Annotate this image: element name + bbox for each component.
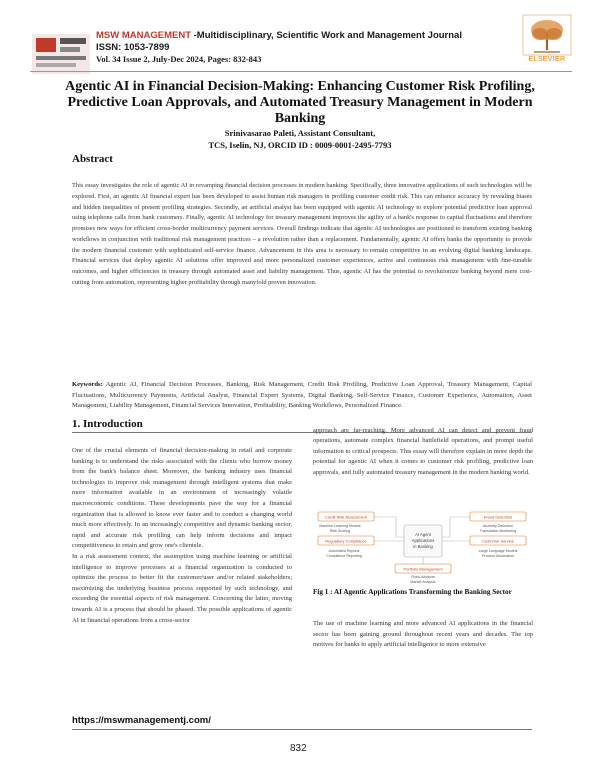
article-title: Agentic AI in Financial Decision-Making: Enhancing Customer Risk Profiling, Predictive Loan Approvals, and Automated Treasury Management in Modern Banking bbox=[65, 79, 535, 126]
figure-box-3-sub2: Compliance Reporting bbox=[326, 554, 362, 558]
figure-box-2-sub2: Transaction Monitoring bbox=[479, 529, 517, 533]
figure-box-4-sub2: Process Automation bbox=[482, 554, 514, 558]
figure-diagram bbox=[316, 509, 528, 584]
figure-box-5-sub2: Market Analysis bbox=[410, 580, 436, 584]
intro-paragraph-1: One of the crucial elements of financial decision-making in retail and corporate banking is to understand the risks associated with the clients who borrow money from the bank's balance sheet. Moreover, the banking industry uses financial technologies to improve risk management through intelligent systems that make more information available in an environment of increasingly volatile macroeconomic conditions. These developments pave the way for a financial organization that is allowed to know ever faster and to conduct a changing world much more effectively. In an increasingly competitive and dynamic banking sector, rapid and accurate risk profiling can help inform decisions and impact competitiveness to retain and grow one's clientele. bbox=[72, 447, 292, 550]
figure-box-2-label: Fraud Detection bbox=[483, 514, 513, 520]
page-number: 832 bbox=[290, 743, 307, 754]
footer-divider bbox=[72, 729, 532, 730]
author-block bbox=[60, 127, 540, 151]
abstract-heading: Abstract bbox=[72, 153, 113, 165]
intro-right-bottom: The use of machine learning and more advanced AI applications in the financial sector has been gaining ground throughout recent years and decades. The top motives for banks to apply artificial intelligence to more extensive bbox=[313, 620, 533, 649]
issn: ISSN: 1053-7899 bbox=[96, 42, 170, 53]
keywords-text: Agentic AI, Financial Decision Processes, Banking, Risk Management, Credit Risk Profiling, Predictive Loan Approval, Treasury Management, Capital Fluctuations, Multicurrency Payments, Artificial Analyst, Financial Expert Systems, Digital Banking, Self-Service Finance, Customer Experience, Automation, Asset Management, Liability Management, Financial Services Innovation, Profitability, Banking Workflows, Personalized Finance. bbox=[72, 381, 532, 410]
intro-right-top: approach are far-reaching. More advanced AI can detect and prevent fraud operations, automate complex financial battlefield operations, and prompt useful information to critical prospects. This essay will therefore explain in more depth the potential for agentic AI when it comes to customer risk profiling, predictive loan approvals, and fully automated treasury management in the modern banking world. bbox=[313, 427, 533, 476]
keywords bbox=[72, 380, 532, 412]
elsevier-label: ELSEVIER bbox=[528, 56, 566, 63]
author-affiliation: TCS, Iselin, NJ, ORCID ID : 0009-0001-2495-7793 bbox=[208, 140, 392, 150]
volume-info: Vol. 34 Issue 2, July-Dec 2024, Pages: 832-843 bbox=[96, 54, 262, 64]
journal-logo bbox=[30, 28, 92, 80]
abstract-text: This essay investigates the role of agentic AI in revamping financial decision processes in modern banking. Specifically, three innovative applications of such technologies will be explored. First, an agentic AI financial expert has been developed to assist human risk managers in profiling customer credit risk. This can enhance accuracy by revealing biases and hidden inequalities of present profiling strategies. Secondly, an artificial analyst has been equipped with agentic AI technology to explore potential predictive loan approval using telephone calls from bank customers. Finally, agentic AI technology for treasury management improves the agility of a bank's response to capital fluctuations and therefore promises new ways for efficient cross-border multicurrency payment services. Overall findings indicate that agentic AI technologies are positioned to transform existing banking workflows in conjunction with traditional risk management practices – a revolution rather than a replacement. Fundamentally, agentic AI offers banks the opportunity to provide the modern financial customer with sophisticated self-service finance. Advancement in this area is necessary to remain competitive in an evolving digital banking landscape. Financial services that deploy agentic AI solutions offer improved and more personalized customer experiences, active and continuous risk management with fine-tunable outcomes, and higher efficiencies in treasury through automated asset and liability management. Thus, agentic AI has the potential to revolutionize banking beyond mere cost-cutting from automation, representing higher profitability through manyfold proven innovation. bbox=[72, 182, 532, 286]
keywords-label: Keywords: bbox=[72, 381, 103, 388]
figure-box-4-sub: Large Language Models bbox=[478, 549, 518, 553]
author-name: Srinivasarao Paleti, Assistant Consultant, bbox=[224, 128, 376, 138]
figure-center-label-2: Applications bbox=[411, 538, 435, 543]
header-divider bbox=[30, 71, 572, 72]
figure-box-5-label: Portfolio Management bbox=[403, 566, 443, 572]
introduction-heading: 1. Introduction bbox=[72, 418, 143, 430]
figure-box-3-label: Regulatory Compliance bbox=[325, 538, 367, 544]
journal-brand: MSW MANAGEMENT bbox=[96, 30, 191, 41]
footer-url-link[interactable]: https://mswmanagementj.com/ bbox=[72, 715, 211, 726]
intro-left-column bbox=[72, 446, 292, 626]
figure-box-1-sub2: Risk Scoring bbox=[329, 529, 351, 533]
figure-center-label-3: in Banking bbox=[413, 544, 433, 549]
figure-box-4-label: Customer Service bbox=[482, 538, 514, 544]
intro-paragraph-2: In a risk assessment context, the assumption using machine learning or artificial intelligence to improve processes at a financial organization is conducted to optimize the process to better fit the customer/user and/or related stakeholders; maximizing the underlying business process supported by such technology, and exceeding the essential aspects of risk management. Concerning the latter, moving towards AI is a process that should be phased. The possible applications of agentic AI in financial operations from a cross-sector bbox=[72, 552, 292, 624]
figure-center-label-1: AI Agent bbox=[415, 532, 431, 537]
journal-subtitle: -Multidisciplinary, Scientific Work and Management Journal bbox=[191, 30, 462, 41]
figure-box-1-label: Credit Risk Assessment bbox=[324, 514, 368, 520]
figure-box-1-sub: Machine Learning Models bbox=[319, 524, 361, 528]
figure-box-2-sub: Anomaly Detection bbox=[482, 524, 514, 528]
figure-box-3-sub: Automated Reports bbox=[328, 549, 360, 553]
journal-name bbox=[96, 30, 496, 42]
figure-caption: Fig 1 : AI Agentic Applications Transforming the Banking Sector bbox=[313, 588, 512, 596]
figure-box-5-sub: Robo-Advisors bbox=[411, 575, 435, 579]
